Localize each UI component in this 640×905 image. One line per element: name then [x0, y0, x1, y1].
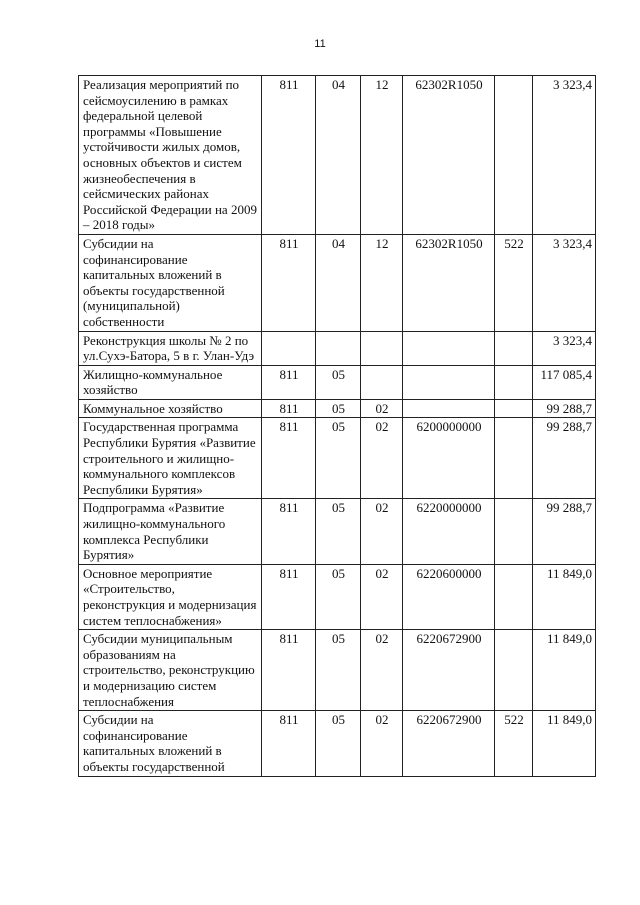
expense-type-code — [495, 399, 533, 418]
table-row — [79, 564, 596, 629]
target-article-code — [403, 365, 495, 399]
amount: 11 849,0 — [533, 630, 596, 711]
grbs-code: 811 — [262, 399, 316, 418]
target-article-code: 62302R1050 — [403, 76, 495, 235]
subsection-code: 02 — [361, 564, 403, 629]
row-name: Реализация мероприятий по сейсмоусилению в рамках федеральной целевой программы «Повышение устойчивости жилых домов, основных объектов и систем жизнеобеспечения в сейсмических районах Российской Федерации на 2009 – 2018 годы» — [79, 76, 262, 235]
table-row — [79, 234, 596, 331]
expense-type-code — [495, 331, 533, 365]
subsection-code: 02 — [361, 418, 403, 499]
expense-type-code — [495, 76, 533, 235]
row-name: Субсидии муниципальным образованиям на строительство, реконструкцию и модернизацию систем теплоснабжения — [79, 630, 262, 711]
target-article-code: 6220000000 — [403, 499, 495, 564]
row-name: Субсидии на софинансирование капитальных вложений в объекты государственной (муниципальной) собственности — [79, 234, 262, 331]
amount: 3 323,4 — [533, 234, 596, 331]
table-row — [79, 499, 596, 564]
grbs-code: 811 — [262, 76, 316, 235]
expense-type-code — [495, 365, 533, 399]
budget-table — [78, 75, 596, 777]
target-article-code: 62302R1050 — [403, 234, 495, 331]
table-row — [79, 331, 596, 365]
amount: 99 288,7 — [533, 418, 596, 499]
section-code: 05 — [316, 711, 361, 776]
target-article-code — [403, 399, 495, 418]
grbs-code: 811 — [262, 418, 316, 499]
row-name: Коммунальное хозяйство — [79, 399, 262, 418]
row-name: Субсидии на софинансирование капитальных вложений в объекты государственной — [79, 711, 262, 776]
row-name: Государственная программа Республики Бурятия «Развитие строительного и жилищно-коммунального комплексов Республики Бурятия» — [79, 418, 262, 499]
expense-type-code — [495, 418, 533, 499]
expense-type-code — [495, 564, 533, 629]
section-code: 05 — [316, 499, 361, 564]
section-code: 05 — [316, 564, 361, 629]
subsection-code — [361, 365, 403, 399]
expense-type-code: 522 — [495, 234, 533, 331]
grbs-code: 811 — [262, 234, 316, 331]
target-article-code: 6220672900 — [403, 630, 495, 711]
table-row — [79, 399, 596, 418]
section-code: 04 — [316, 234, 361, 331]
target-article-code: 6220600000 — [403, 564, 495, 629]
section-code: 05 — [316, 630, 361, 711]
amount: 99 288,7 — [533, 399, 596, 418]
table-row — [79, 76, 596, 235]
row-name: Подпрограмма «Развитие жилищно-коммунального комплекса Республики Бурятия» — [79, 499, 262, 564]
grbs-code: 811 — [262, 564, 316, 629]
section-code: 05 — [316, 365, 361, 399]
row-name: Жилищно-коммунальное хозяйство — [79, 365, 262, 399]
row-name: Реконструкция школы № 2 по ул.Сухэ-Батора, 5 в г. Улан-Удэ — [79, 331, 262, 365]
amount: 99 288,7 — [533, 499, 596, 564]
expense-type-code — [495, 499, 533, 564]
table-row — [79, 365, 596, 399]
grbs-code: 811 — [262, 499, 316, 564]
table-row — [79, 630, 596, 711]
target-article-code — [403, 331, 495, 365]
amount: 11 849,0 — [533, 564, 596, 629]
section-code: 04 — [316, 76, 361, 235]
subsection-code: 12 — [361, 234, 403, 331]
subsection-code: 02 — [361, 711, 403, 776]
row-name: Основное мероприятие «Строительство, реконструкция и модернизация систем теплоснабжения» — [79, 564, 262, 629]
section-code: 05 — [316, 399, 361, 418]
expense-type-code: 522 — [495, 711, 533, 776]
amount: 3 323,4 — [533, 76, 596, 235]
target-article-code: 6220672900 — [403, 711, 495, 776]
target-article-code: 6200000000 — [403, 418, 495, 499]
table-row — [79, 418, 596, 499]
grbs-code: 811 — [262, 365, 316, 399]
amount: 3 323,4 — [533, 331, 596, 365]
amount: 117 085,4 — [533, 365, 596, 399]
grbs-code: 811 — [262, 630, 316, 711]
expense-type-code — [495, 630, 533, 711]
subsection-code: 02 — [361, 399, 403, 418]
section-code — [316, 331, 361, 365]
page-number: 11 — [314, 38, 326, 50]
subsection-code — [361, 331, 403, 365]
section-code: 05 — [316, 418, 361, 499]
amount: 11 849,0 — [533, 711, 596, 776]
subsection-code: 12 — [361, 76, 403, 235]
grbs-code: 811 — [262, 711, 316, 776]
grbs-code — [262, 331, 316, 365]
subsection-code: 02 — [361, 499, 403, 564]
table-row — [79, 711, 596, 776]
subsection-code: 02 — [361, 630, 403, 711]
